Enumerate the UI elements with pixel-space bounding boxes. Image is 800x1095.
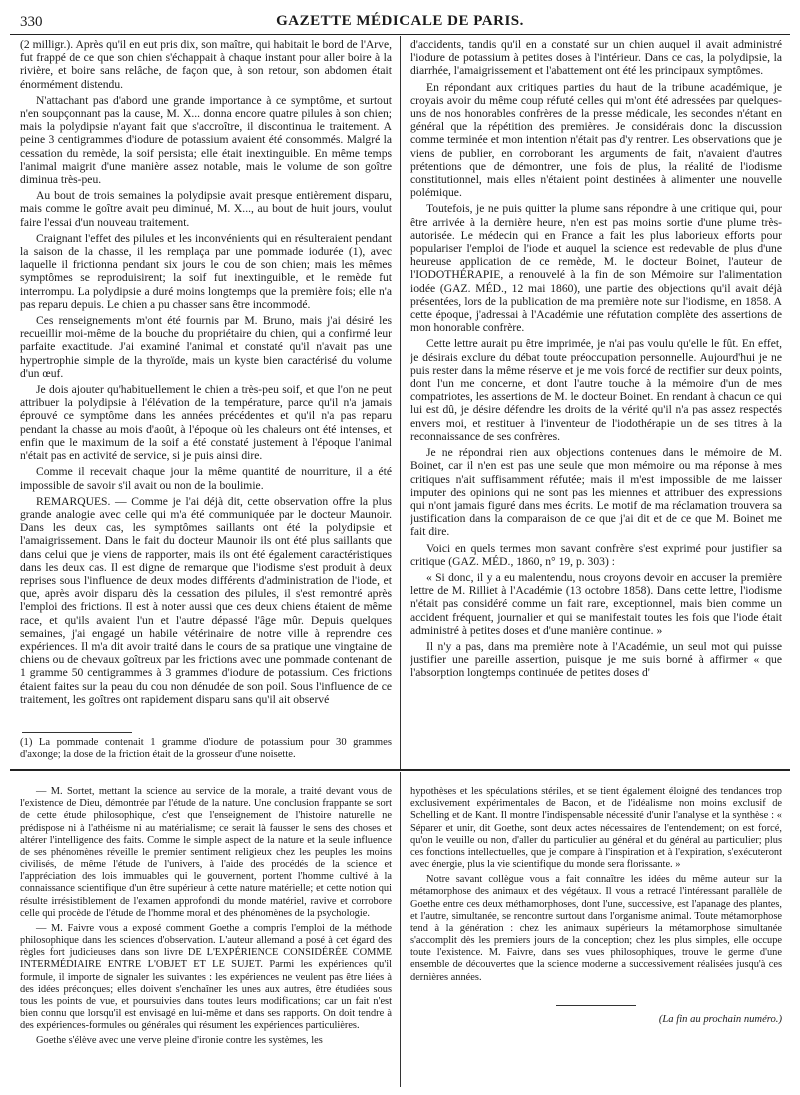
paragraph: Notre savant collègue vous a fait connaître les idées du même auteur sur la métamorphose des animaux et des végétaux. Il vous a retracé l'intéressant parallèle de Goethe entre ces deux méthamorphoses, dont l'une, successive, est l'apanage des plantes, et l'autre, simultanée, se rencontre surtout dans l'organisme animal. Toute métamorphose tend à la génération : chez les animaux supérieurs la métamorphose simultanée s'accomplit dès les premiers jours de la conception; chez les plus simples, elle occupe toute l'existence. M. Faivre, dans ses vues philosophiques, trouve le germe d'une ensemble de découvertes que la science moderne a successivement réalisées jusqu'à ces dernières années. — [410, 874, 782, 983]
lower-left-column — [20, 786, 392, 1091]
paragraph: Craignant l'effet des pilules et les inconvénients qui en résulteraient pendant la saison de la chasse, il les remplaça par une pommade iodurée (1), avec laquelle il frictionna pendant six jours le cou de son chien; mais les mêmes symptômes se reproduisirent; la soif fut inextinguible, et le remède fut interrompu. La polydipsie a duré moins longtemps que la première fois; elle n'a pas reparu depuis. Le chien a pu chasser sans être incommodé. — [20, 231, 392, 311]
lower-column-divider — [400, 772, 401, 1087]
paragraph: En répondant aux critiques parties du haut de la tribune académique, je croyais avoir du même coup réfuté celles qui m'ont été adressées par quelques-uns de nos honorables confrères de la presse médicale, les secondes n'étant en général que la répétition des premières. Je considérais donc la discussion comme terminée et mon intention n'était pas d'y rentrer. Les observations que je viens de publier, en corroborant les arguments de fait, n'avaient d'autres prétentions que de démontrer, une fois de plus, la réalité de l'iodisme constitutionnel, mais elles n'étaient point destinées à alimenter une nouvelle polémique. — [410, 80, 782, 200]
paragraph: Je dois ajouter qu'habituellement le chien a très-peu soif, et que l'on ne peut attribuer la polydipsie à l'élévation de la température, parce qu'il n'a jamais éprouvé ce symptôme dans les années précédentes et qu'il n'a pas reparu pendant la chasse au mois d'août, à l'époque où les chaleurs ont été intenses, et enfin que le maximum de la soif a été constaté justement à l'époque l'animal n'était pas en activité de service, si je puis ainsi dire. — [20, 383, 392, 463]
column-divider — [400, 36, 401, 769]
right-column — [410, 38, 782, 763]
paragraph: Comme il recevait chaque jour la même quantité de nourriture, il a été impossible de savoir s'il avait ou non de la boulimie. — [20, 465, 392, 492]
left-column — [20, 38, 392, 728]
continued-note: (La fin au prochain numéro.) — [658, 1014, 782, 1025]
feuilleton-rule — [10, 769, 790, 771]
page-number: 330 — [20, 14, 43, 30]
paragraph: — M. Faivre vous a exposé comment Goethe a compris l'emploi de la méthode philosophique dans les sciences d'observation. L'auteur allemand a posé à cet égard des règles fort judicieuses dans son livre DE L'EXPÉRIENCE CONSIDÉRÉE COMME INTERMÉDIAIRE ENTRE L'OBJET ET LE SUJET. Parmi les expériences qu'il formule, il importe de signaler les suivantes : les expériences ne veulent pas être liées à des idées préconçues; elles doivent s'enchaîner les unes aux autres, être étudiées sous tous les points de vue, et poursuivies dans toutes leurs modifications; car un fait n'est bien connu que lorsqu'il est envisagé en lui-même et dans ses rapports. On doit tendre à des expériences-formules ou générales qui résument les expériences particulières. — [20, 922, 392, 1032]
paragraph: d'accidents, tandis qu'il en a constaté sur un chien auquel il avait administré l'iodure de potassium à petites doses à l'intérieur. Dans ce cas, la polydipsie, la diarrhée, l'amaigrissement et l'abattement ont été les principaux symptômes. — [410, 38, 782, 78]
journal-title: GAZETTE MÉDICALE DE PARIS. — [276, 13, 524, 29]
paragraph: hypothèses et les spéculations stériles, et se tient également éloigné des tendances trop exclusivement expérimentales de Bacon, et de l'idéalisme non moins exclusif de Schelling et de Kant. Il montre l'indispensable nécessité d'unir l'analyse et la synthèse : « Séparer et unir, dit Goethe, sont deux actes nécessaires de l'entendement; on est forcé, qu'on le veuille ou non, d'aller du particulier au général et du général au particulier; plus ces fonctions intellectuelles, que je compare à l'inspiration et à l'expiration, s'exécuteront avec énergie, plus la vie scientifique du monde sera florissante. » — [410, 786, 782, 871]
paragraph: Goethe s'élève avec une verve pleine d'ironie contre les systèmes, les — [36, 1035, 323, 1047]
quotation: « Si donc, il y a eu malentendu, nous croyons devoir en accuser la première lettre de M. Rilliet à l'Académie (13 octobre 1858). Dans cette lettre, l'iodisme n'était pas considéré comme un fait rare, exceptionnel, mais bien comme un accident fréquent, journalier et qui se manifestait toutes les fois que l'iode était administré à petites doses et d'une manière continue. » — [410, 570, 782, 637]
paragraph: Ces renseignements m'ont été fournis par M. Bruno, mais j'ai désiré les recueillir moi-même de la bouche du propriétaire du chien, qui a confirmé leur parfaite exactitude. J'ai examiné l'animal et constaté qu'il n'avait pas une hypertrophie simple de la thyroïde, mais un kyste bien caractérisé du volume d'un œuf. — [20, 314, 392, 380]
paragraph: (2 milligr.). Après qu'il en eut pris dix, son maître, qui habitait le bord de l'Arve, fut frappé de ce que son chien s'échappait à chaque instant pour aller boire à la rivière, et boire sans relâche, de façon que, à son retour, son abdomen était énormément distendu. — [20, 38, 392, 91]
paragraph: Je ne répondrai rien aux objections contenues dans le mémoire de M. Boinet, car il n'en est pas une seule que mon mémoire ou ma réponse à mes critiques n'ait suffisamment réfutée; mais il m'est impossible de me laisser imputer des opinions qui ne sont pas les miennes et attribuer des expressions qui n'ont jamais figuré dans mes écrits. Le motif de ma réclamation trouvera sa justification dans la comparaison de ce que j'ai dit et de ce que M. Boinet me fait dire. — [410, 446, 782, 539]
paragraph: Toutefois, je ne puis quitter la plume sans répondre à une critique qui, pour être arrivée à la dernière heure, n'en est pas moins sortie d'une plume très-autorisée. Le médecin qui en France a fait les plus laborieux efforts pour populariser l'emploi de l'iode et auquel la science est redevable de plus d'une heureuse application de ce remède, M. le docteur Boinet, l'auteur de l'IODOTHÉRAPIE, a renouvelé à la fin de son Mémoire sur l'alimentation iodée (GAZ. MÉD., 12 mai 1860), une partie des objections qu'il avait déjà présentées, lors de la publication de ma première note sur l'iodisme, en 1858. A cette époque, j'adressai à l'Académie une réfutation complète des assertions de mon honorable confrère. — [410, 202, 782, 335]
remarks-paragraph: REMARQUES. — Comme je l'ai déjà dit, cette observation offre la plus grande analogie avec celle qui m'a été communiquée par le docteur Maunoir. Dans les deux cas, les symptômes saillants ont été la polydipsie et l'amaigrissement. Dans le fait du docteur Maunoir ils ont été plus saillants que dans celui que je viens de rapporter, mais ils ont été également caractéristiques dans les deux cas. Il est digne de remarque que l'iodisme s'est produit à deux reprises sous l'influence de deux modes différents d'administration de l'iode, et que, après avoir disparu dès la cessation des pilules, il s'est remontré après l'emploi des frictions. Il est à noter aussi que ces deux chiens étaient de même race, et qu'ils avaient l'un et l'autre dépassé l'âge mûr. Depuis quelques semaines, j'ai engagé un habile vétérinaire de notre ville à reprendre ces expériences. Il m'a dit avoir traité dans le cours de sa pratique une vingtaine de chiens ou de chevaux goîtreux par les frictions avec une pommade contenant de 1 gramme 50 centigrammes à 3 grammes d'iodure de potassium. Ces frictions étaient faites sur la peau du cou non dénudée de son poil. Sous l'influence de ce traitement, les goîtres ont rapidement disparu sans qu'il ait observé — [20, 494, 392, 706]
paragraph: N'attachant pas d'abord une grande importance à ce symptôme, et surtout n'en soupçonnant pas la cause, M. X... donna encore quatre pilules à son chien; mais la polydipsie n'ayant fait que s'accroître, il discontinua le traitement. A peine 3 centigrammes d'iodure de potassium avaient été consommés. Malgré la cessation du remède, la soif persista; elle était inextinguible. En même temps l'animal maigrit d'une manière assez notable, mais le volume de son goître diminua très-peu. — [20, 93, 392, 187]
paragraph: Au bout de trois semaines la polydipsie avait presque entièrement disparu, mais comme le goître avait peu diminué, M. X..., au bout de huit jours, voulut faire l'essai d'un nouveau traitement. — [20, 189, 392, 229]
paragraph: — M. Sortet, mettant la science au service de la morale, a traité devant vous de l'existence de Dieu, démontrée par l'étude de la nature. Une conclusion frappante se sort de cette étude philosophique, c'est que l'enseignement de l'histoire naturelle ne prédispose ni à l'athéisme ni au matérialisme; ce serait là fausser le sens des choses et altérer l'intelligence des faits. Comme le simple aspect de la nature et la seule influence de ses phénomènes réveille le premier sentiment religieux chez les peuples les moins civilisés, de même l'étude de l'univers, à l'aide des procédés de la science et l'appréciation des lois immuables qui le gouvernent, portent l'homme cultivé à la connaissance scientifique d'un être supérieur à cette nature matérielle; et cette notion qui résulte irrésistiblement de l'examen approfondi du monde matériel, ravive et corrobore celle qui procède de l'étude de l'homme moral et des phénomènes de la psychologie. — [20, 786, 392, 919]
end-rule — [556, 1005, 636, 1006]
page-header — [10, 12, 790, 35]
paragraph: Voici en quels termes mon savant confrère s'est exprimé pour justifier sa critique (GAZ. MÉD., 1860, n° 19, p. 303) : — [410, 541, 782, 568]
paragraph: Il n'y a pas, dans ma première note à l'Académie, un seul mot qui puisse justifier une pareille assertion, puisque je me suis borné à affirmer « que l'absorption longtemps continuée de petites doses d' — [410, 639, 782, 680]
footnote: (1) La pommade contenait 1 gramme d'iodure de potassium pour 30 grammes d'axonge; la dose de la friction était de la grosseur d'une noisette. — [20, 737, 392, 761]
footnote-rule — [22, 732, 132, 733]
lower-right-column — [410, 786, 782, 1036]
paragraph: Cette lettre aurait pu être imprimée, je n'ai pas voulu qu'elle le fût. En effet, je désirais exclure du débat toute préoccupation personnelle. Aujourd'hui je ne puis rester dans la même réserve et je me vois forcé de rectifier sur deux points, dont l'un me concerne, et dont l'autre touche à la mémoire d'un de mes compatriotes, les assertions de M. le docteur Boinet. En rendant à chacun ce qui lui est dû, je désire défendre les droits de la vérité qu'il n'a pas assez respectés envers moi, et restituer à l'inventeur de l'iodothérapie un de ses titres à la reconnaissance de ses confrères. — [410, 337, 782, 443]
